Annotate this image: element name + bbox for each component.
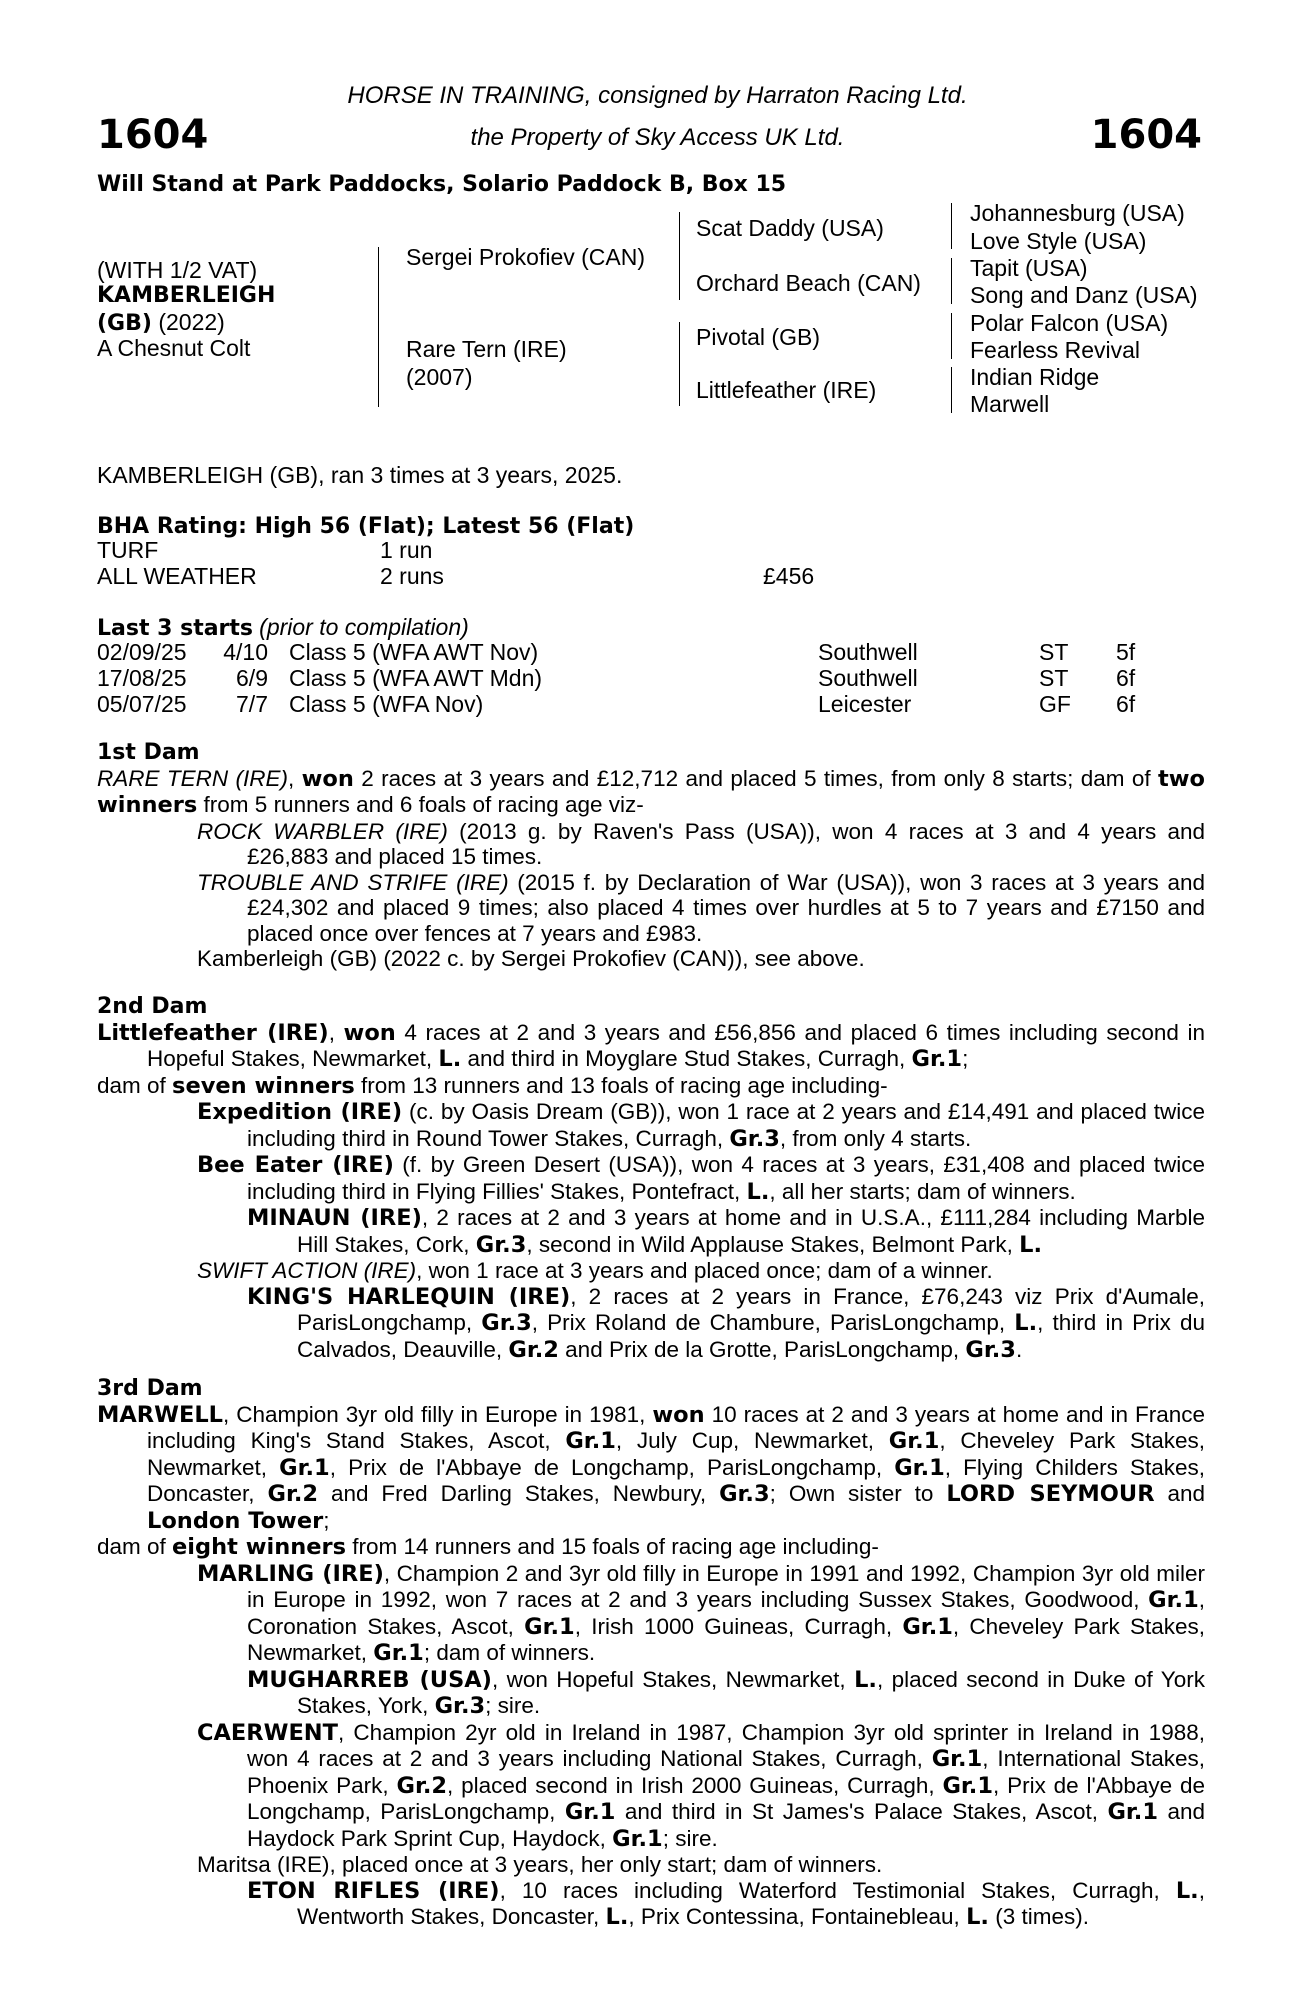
progeny-name: Expedition (IRE) (197, 1099, 403, 1125)
text: , (287, 765, 302, 791)
dam-name: MARWELL (97, 1401, 223, 1428)
progeny-name: TROUBLE AND STRIFE (IRE) (197, 869, 509, 895)
dam-name: RARE TERN (IRE) (97, 765, 288, 791)
first-dam-entry (97, 766, 1205, 819)
group-badge: Gr.1 (1107, 1799, 1158, 1825)
listed-badge: L. (605, 1904, 629, 1930)
horse-year: (2022) (158, 309, 225, 335)
group-badge: Gr.1 (911, 1046, 963, 1072)
winners-count: seven winners (172, 1072, 355, 1099)
pedigree-dss: Polar Falcon (USA) (970, 310, 1169, 336)
last-starts-note: (prior to compilation) (259, 614, 469, 640)
grand-progeny-entry (97, 1205, 1205, 1258)
text: and third in St James's Palace Stakes, Ascot, (615, 1799, 1108, 1824)
text: dam of (97, 1072, 173, 1098)
text: (3 times). (988, 1904, 1089, 1929)
pedigree-dam-sire: Pivotal (GB) (696, 324, 820, 350)
group-badge: Gr.2 (267, 1481, 319, 1507)
text: , Irish 1000 Guineas, Curragh, (574, 1613, 903, 1639)
start-race: Class 5 (WFA Nov) (289, 691, 484, 717)
text: 2 races at 3 years and £12,712 and placed 5 times, from only 8 starts; dam of (353, 765, 1159, 791)
text: , Coronation Stakes, Ascot, (247, 1587, 1205, 1639)
text: and third in Moyglare Stud Stakes, Curragh, (461, 1046, 912, 1071)
start-date: 02/09/25 (97, 639, 187, 665)
rating-runs-aw: 2 runs (380, 563, 444, 589)
group-badge: Gr.2 (396, 1772, 448, 1799)
second-dam-entry (97, 1020, 1205, 1073)
pedigree-dam: Rare Tern (IRE) (406, 336, 567, 362)
first-dam-heading: 1st Dam (97, 740, 200, 765)
progeny-entry (97, 946, 1205, 972)
group-badge: Gr.1 (612, 1825, 663, 1852)
text: (c. by Oasis Dream (GB)), won 1 race at 2 years and £14,491 and placed twice including third in Round Tower Stakes, Curragh, (247, 1099, 1205, 1151)
text: from 13 runners and 13 foals of racing age including- (354, 1072, 888, 1098)
text: , (328, 1019, 344, 1045)
horse-origin-year (97, 310, 225, 336)
pedigree-brace-dam (679, 322, 680, 406)
start-date: 05/07/25 (97, 691, 187, 717)
text: , placed second in Duke of York Stakes, York, (297, 1666, 1205, 1718)
pedigree-ssd: Love Style (USA) (970, 228, 1147, 254)
listed-badge: L. (1014, 1310, 1038, 1336)
text: and Fred Darling Stakes, Newbury, (318, 1481, 720, 1506)
group-badge: Gr.1 (373, 1640, 424, 1666)
text: , Flying Childers Stakes, Doncaster, (147, 1454, 1205, 1506)
rating-runs-turf: 1 run (380, 537, 433, 563)
race-summary: KAMBERLEIGH (GB), ran 3 times at 3 years, 2025. (97, 462, 623, 488)
start-going: GF (1039, 691, 1071, 717)
property-line: the Property of Sky Access UK Ltd. (470, 124, 845, 151)
group-badge: Gr.3 (475, 1231, 527, 1258)
text: , Prix Contessina, Fontainebleau, (628, 1904, 967, 1929)
text: and Prix de la Grotte, ParisLongchamp, (558, 1336, 966, 1362)
start-distance: 5f (1116, 639, 1136, 665)
third-dam-heading: 3rd Dam (97, 1376, 203, 1401)
text: , July Cup, Newmarket, (615, 1428, 889, 1453)
progeny-name: Bee Eater (IRE) (197, 1152, 394, 1178)
group-badge: Gr.1 (1148, 1587, 1199, 1613)
text: , Champion 3yr old filly in Europe in 1981, (223, 1401, 653, 1427)
text: . (1015, 1336, 1023, 1362)
text: ; Own sister to (769, 1481, 947, 1506)
last-starts-heading (97, 614, 469, 641)
group-badge: Gr.3 (729, 1125, 780, 1152)
progeny-name: ROCK WARBLER (IRE) (197, 818, 448, 844)
listed-badge: L. (746, 1178, 770, 1205)
text: and Haydock Park Sprint Cup, Haydock, (247, 1799, 1205, 1851)
progeny-name: MARLING (IRE) (197, 1560, 384, 1587)
sibling-name: London Tower (147, 1507, 324, 1534)
start-race: Class 5 (WFA AWT Mdn) (289, 665, 543, 691)
text: , won 1 race at 3 years and placed once; dam of a winner. (416, 1258, 993, 1283)
vat-note: (WITH 1/2 VAT) (97, 257, 258, 283)
last-starts-title: Last 3 starts (97, 616, 254, 641)
text: , Prix de l'Abbaye de Longchamp, ParisLongchamp, (329, 1454, 895, 1480)
pedigree-dam-dam: Littlefeather (IRE) (696, 377, 877, 403)
text: (2015 f. by Declaration of War (USA)), won 3 races at 3 years and £24,302 and placed 9 times; also placed 4 times over hurdles at 5 to 7 years and £7150 and placed once over fences at 7 years and £983. (247, 869, 1205, 946)
third-dam-entry (97, 1402, 1205, 1535)
pedigree-brace-gen1 (378, 247, 379, 407)
first-dam-section (97, 740, 1205, 972)
group-badge: Gr.3 (965, 1336, 1016, 1363)
pedigree-brace-3c (951, 313, 952, 359)
text: , Champion 2yr old in Ireland in 1987, Champion 3yr old sprinter in Ireland in 1988, won 4 races at 2 and 3 years including National Stakes, Curragh, (247, 1719, 1205, 1771)
group-badge: Gr.3 (481, 1310, 532, 1336)
start-position: 4/10 (223, 639, 268, 665)
text: , from only 4 starts. (779, 1125, 972, 1151)
second-dam-section (97, 994, 1205, 1363)
progeny-entry (97, 1720, 1205, 1853)
won-label: won (652, 1401, 705, 1428)
group-badge: Gr.1 (279, 1454, 330, 1481)
progeny-entry (97, 1099, 1205, 1152)
text: 10 races at 2 and 3 years at home and in France including King's Stand Stakes, Ascot, (147, 1401, 1205, 1453)
won-label: won (301, 765, 354, 792)
pedigree-ddd: Marwell (970, 391, 1050, 417)
text: , second in Wild Applause Stakes, Belmont Park, (526, 1231, 1020, 1257)
start-race: Class 5 (WFA AWT Nov) (289, 639, 539, 665)
progeny-entry (97, 1561, 1205, 1667)
pedigree-sss: Johannesburg (USA) (970, 200, 1185, 226)
start-distance: 6f (1116, 665, 1136, 691)
start-going: ST (1039, 639, 1069, 665)
text: , 2 races at 2 years in France, £76,243 viz Prix d'Aumale, ParisLongchamp, (297, 1283, 1205, 1335)
progeny-entry (97, 819, 1205, 870)
text: Maritsa (IRE), placed once at 3 years, her only start; dam of winners. (197, 1852, 883, 1877)
pedigree-dds: Indian Ridge (970, 364, 1100, 390)
grand-progeny-entry (97, 1284, 1205, 1364)
text: ; (962, 1046, 969, 1071)
group-badge: Gr.1 (888, 1428, 940, 1454)
text: , Champion 2 and 3yr old filly in Europe in 1991 and 1992, Champion 3yr old miler in Europe in 1992, won 7 races at 2 and 3 years including Sussex Stakes, Goodwood, (247, 1560, 1205, 1612)
pedigree-brace-3d (951, 367, 952, 413)
pedigree-sire: Sergei Prokofiev (CAN) (406, 244, 646, 270)
second-dam-heading: 2nd Dam (97, 994, 208, 1019)
pedigree-brace-3b (951, 258, 952, 304)
bha-rating: BHA Rating: High 56 (Flat); Latest 56 (Flat) (97, 514, 635, 539)
progeny-name: SWIFT ACTION (IRE) (197, 1258, 417, 1283)
winners-count: two winners (97, 765, 1206, 818)
sibling-name: LORD SEYMOUR (946, 1481, 1155, 1507)
group-badge: Gr.1 (524, 1613, 575, 1640)
text: from 14 runners and 15 foals of racing age including- (346, 1534, 879, 1559)
start-course: Leicester (818, 691, 912, 717)
text: ; sire. (662, 1825, 718, 1851)
progeny-entry (97, 1852, 1205, 1878)
group-badge: Gr.1 (931, 1746, 983, 1772)
text: , Prix Roland de Chambure, ParisLongchamp, (531, 1310, 1015, 1335)
progeny-entry (97, 1152, 1205, 1205)
listed-badge: L. (438, 1046, 462, 1072)
text: , Cheveley Park Stakes, Newmarket, (147, 1428, 1206, 1480)
progeny-name: MINAUN (IRE) (247, 1205, 422, 1231)
consignor-line: HORSE IN TRAINING, consigned by Harraton Racing Ltd. (347, 82, 968, 109)
pedigree-sdd: Song and Danz (USA) (970, 282, 1198, 308)
text: ; dam of winners. (423, 1640, 596, 1665)
lot-number-left: 1604 (97, 112, 209, 158)
progeny-name: ETON RIFLES (IRE) (247, 1877, 500, 1904)
start-going: ST (1039, 665, 1069, 691)
start-distance: 6f (1116, 691, 1136, 717)
text: (2013 g. by Raven's Pass (USA)), won 4 races at 3 and 4 years and £26,883 and placed 15 times. (247, 818, 1205, 869)
progeny-entry (97, 1258, 1205, 1284)
horse-origin: (GB) (97, 311, 152, 336)
start-course: Southwell (818, 639, 918, 665)
text: and (1154, 1481, 1205, 1506)
group-badge: Gr.1 (902, 1613, 953, 1640)
pedigree-sire-dam: Orchard Beach (CAN) (696, 270, 921, 296)
start-course: Southwell (818, 665, 918, 691)
text: from 5 runners and 6 foals of racing age viz- (197, 792, 644, 817)
group-badge: Gr.1 (942, 1772, 994, 1799)
listed-badge: L. (966, 1904, 989, 1930)
text: , 10 races including Waterford Testimonial Stakes, Curragh, (499, 1877, 1176, 1903)
progeny-name: KING'S HARLEQUIN (IRE) (247, 1283, 571, 1310)
group-badge: Gr.1 (564, 1799, 616, 1825)
group-badge: Gr.1 (894, 1454, 945, 1481)
text: 4 races at 2 and 3 years and £56,856 and placed 6 times including second in Hopeful Stakes, Newmarket, (147, 1019, 1205, 1071)
progeny-name: MUGHARREB (USA) (247, 1666, 492, 1693)
text: Kamberleigh (GB) (2022 c. by Sergei Prokofiev (CAN)), see above. (197, 946, 865, 971)
dam-name: Littlefeather (IRE) (97, 1019, 329, 1046)
listed-badge: L. (854, 1666, 877, 1693)
progeny-name: CAERWENT (197, 1719, 338, 1746)
third-dam-produce-line (97, 1534, 1205, 1561)
group-badge: Gr.3 (434, 1693, 486, 1719)
horse-name: KAMBERLEIGH (97, 283, 276, 308)
pedigree-sds: Tapit (USA) (970, 255, 1088, 281)
second-dam-produce-line (97, 1073, 1205, 1100)
pedigree-brace-3a (951, 203, 952, 249)
text: , 2 races at 2 and 3 years at home and in U.S.A., £111,284 including Marble Hill Stakes, Cork, (297, 1205, 1205, 1257)
start-position: 7/7 (236, 691, 268, 717)
grand-progeny-entry (97, 1667, 1205, 1720)
start-position: 6/9 (236, 665, 268, 691)
pedigree-brace-sire (679, 212, 680, 300)
rating-prize-aw: £456 (763, 563, 815, 589)
pedigree-dsd: Fearless Revival (970, 337, 1140, 363)
text: , placed second in Irish 2000 Guineas, Curragh, (447, 1772, 943, 1798)
group-badge: Gr.3 (719, 1481, 770, 1507)
text: , Prix de l'Abbaye de Longchamp, ParisLongchamp, (247, 1772, 1205, 1824)
venue-line: Will Stand at Park Paddocks, Solario Paddock B, Box 15 (97, 172, 787, 197)
won-label: won (343, 1019, 396, 1046)
rating-surface-aw: ALL WEATHER (97, 563, 257, 589)
text: ; (323, 1507, 330, 1533)
pedigree-sire-sire: Scat Daddy (USA) (696, 215, 884, 241)
horse-description: A Chesnut Colt (97, 335, 251, 361)
winners-count: eight winners (172, 1534, 347, 1560)
text: (f. by Green Desert (USA)), won 4 races at 3 years, £31,408 and placed twice including third in Flying Fillies' Stakes, Pontefract, (247, 1152, 1205, 1204)
lot-number-right: 1604 (1090, 112, 1202, 158)
listed-badge: L. (1175, 1877, 1199, 1904)
start-date: 17/08/25 (97, 665, 187, 691)
third-dam-section (97, 1376, 1205, 1931)
text: , Cheveley Park Stakes, Newmarket, (247, 1613, 1205, 1665)
text: dam of (97, 1534, 173, 1559)
text: , won Hopeful Stakes, Newmarket, (491, 1666, 855, 1692)
group-badge: Gr.2 (508, 1336, 559, 1363)
text: , third in Prix du Calvados, Deauville, (297, 1310, 1205, 1362)
rating-surface-turf: TURF (97, 537, 159, 563)
text: , all her starts; dam of winners. (769, 1178, 1076, 1204)
progeny-entry (97, 870, 1205, 947)
group-badge: Gr.1 (565, 1428, 616, 1454)
grand-progeny-entry (97, 1878, 1205, 1931)
text: , Wentworth Stakes, Doncaster, (297, 1877, 1205, 1929)
pedigree-dam-year: (2007) (406, 364, 473, 390)
listed-badge: L. (1019, 1231, 1042, 1258)
text: , International Stakes, Phoenix Park, (247, 1746, 1205, 1798)
text: ; sire. (485, 1693, 541, 1718)
